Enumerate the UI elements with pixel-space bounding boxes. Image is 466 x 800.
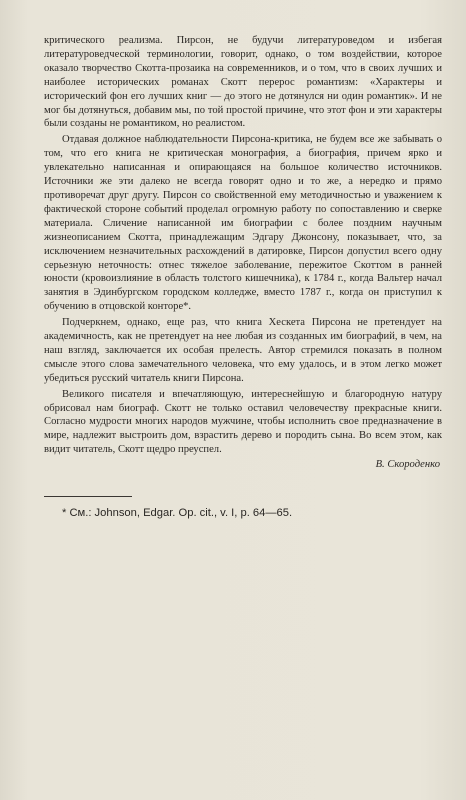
- paragraph-1: критического реализма. Пирсон, не будучи литературоведом и избегая литературоведческой терминологии, говорит, однако, о том воздействии, которое оказало творчество Скотта-прозаика на современников, и о том, что в своих лучших и наиболее исторических романах Скотт перерос романтизм: «Характеры и исторический фон его лучших книг — до этого не дотянулся ни один романтик». И не мог бы дотянуться, добавим мы, по той простой причине, что этот фон и эти характеры были созданы не романтиком, но реалистом.: [44, 35, 442, 130]
- paragraph-2: Отдавая должное наблюдательности Пирсона-критика, не будем все же забывать о том, что его книга не критическая монография, а биография, причем ярко и увлекательно написанная и опирающаяся на большое количество источников. Источники же эти далеко не всегда говорят одно и то же, а нередко и прямо противоречат друг другу. Пирсон со свойственной ему методичностью и уважением к фактической стороне событий проделал огромную работу по сопоставлению и сверке материала. Сличение написанной им биографии с более поздним научным жизнеописанием Скотта, принадлежащим Эдгару Джонсону, показывает, что, за исключением незначительных расхождений в датировке, Пирсон допустил всего одну серьезную неточность: отнес тяжелое заболевание, пережитое Скоттом в ранней юности (кровоизлияние в область толстого кишечника), к 1784 г., когда Вальтер начал занятия в Эдинбургском городском колледже, вместо 1787 г., когда он приступил к обучению в отцовской конторе*.: [44, 134, 442, 313]
- footnote: * См.: Johnson, Edgar. Op. cit., v. I, p. 64—65.: [62, 507, 293, 519]
- footnote-divider: [44, 496, 132, 497]
- paragraph-3: Подчеркнем, однако, еще раз, что книга Хескета Пирсона не претендует на академичность, как не претендует на нее любая из созданных им биографий, в чем, на наш взгляд, заключается их особая прелесть. Автор стремился показать в полном смысле этого слова замечательного человека, что ему удалось, и в этом легко может убедиться русский читатель книги Пирсона.: [44, 317, 442, 384]
- body-text: [44, 34, 442, 472]
- paragraph-4: Великого писателя и впечатляющую, интереснейшую и благородную натуру обрисовал нам биограф. Скотт не только оставил человечеству прекрасные книги. Согласно мудрости многих народов мужчине, чтобы исполнить свое предназначение в мире, надлежит выстроить дом, взрастить дерево и породить сына. Во всем этом, как видит читатель, Скотт щедро преуспел.: [44, 388, 442, 456]
- author-signature: В. Скороденко: [375, 459, 440, 471]
